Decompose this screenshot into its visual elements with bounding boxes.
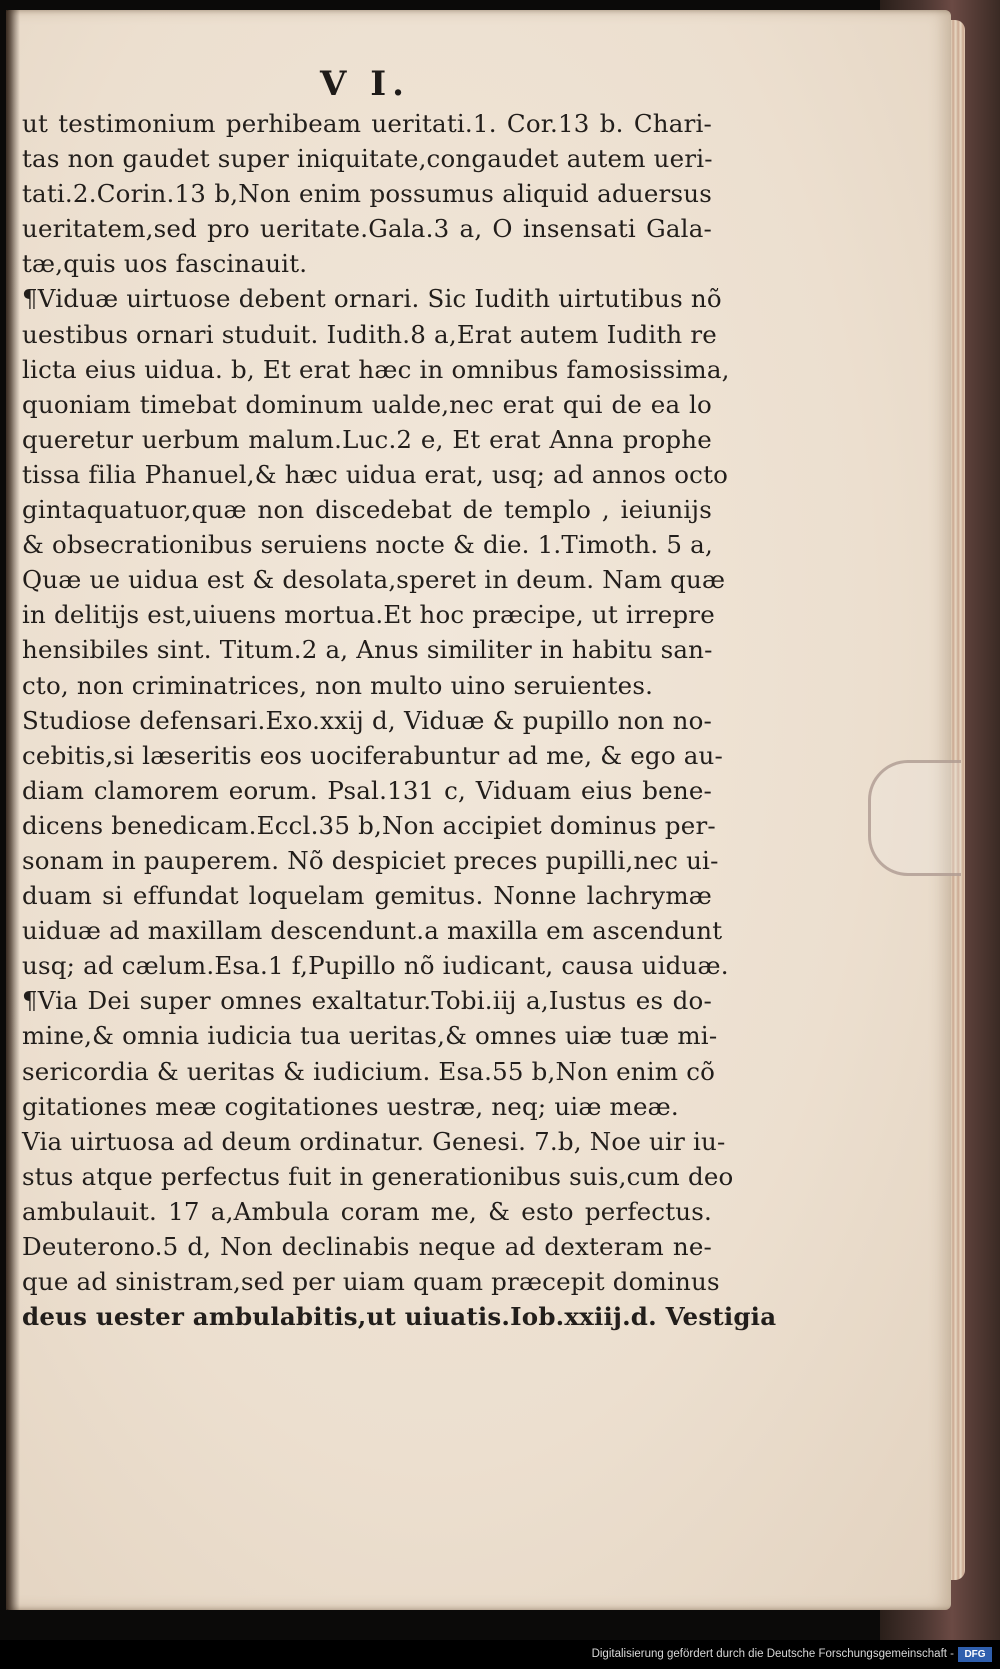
text-line: tissa filia Phanuel,& hæc uidua erat, usq; ad annos octo bbox=[22, 459, 729, 489]
text-line: tas non gaudet super iniquitate,congaudet autem ueri- bbox=[22, 144, 713, 174]
text-line: cto, non criminatrices, non multo uino seruientes. bbox=[22, 670, 654, 700]
text-line: gitationes meæ cogitationes uestræ, neq; uiæ meæ. bbox=[22, 1091, 679, 1121]
dfg-logo: DFG bbox=[958, 1647, 992, 1662]
text-line: stus atque perfectus fuit in generationibus suis,cum deo bbox=[22, 1161, 734, 1191]
credit-bar bbox=[0, 1640, 1000, 1669]
text-line: uiduæ ad maxillam descendunt.a maxilla em ascendunt bbox=[22, 916, 723, 946]
body-text bbox=[22, 106, 777, 1334]
text-line: sonam in pauperem. Nõ despiciet preces pupilli,nec ui- bbox=[22, 845, 719, 875]
text-line: Studiose defensari.Exo.xxij d, Viduæ & pupillo non no- bbox=[22, 705, 712, 735]
text-line: que ad sinistram,sed per uiam quam præcepit dominus bbox=[22, 1267, 720, 1297]
page-holder-clip bbox=[868, 760, 961, 876]
text-line: tæ,quis uos fascinauit. bbox=[22, 249, 308, 279]
text-line: ueritatem,sed pro ueritate.Gala.3 a, O insensati Gala- bbox=[22, 214, 712, 244]
signature-mark: V I. bbox=[320, 64, 410, 104]
text-line: ambulauit. 17 a,Ambula coram me, & esto perfectus. bbox=[22, 1196, 712, 1226]
text-line: quoniam timebat dominum ualde,nec erat qui de ea lo bbox=[22, 389, 712, 419]
gutter-shadow bbox=[6, 10, 20, 1610]
text-line: ¶Viduæ uirtuose debent ornari. Sic Iudith uirtutibus nõ bbox=[22, 284, 722, 314]
text-line: ¶Via Dei super omnes exaltatur.Tobi.iij a,Iustus es do- bbox=[22, 986, 712, 1016]
text-line: deus uester ambulabitis,ut uiuatis.Iob.xxiij.d. Vestigia bbox=[22, 1302, 777, 1332]
text-line: Via uirtuosa ad deum ordinatur. Genesi. 7.b, Noe uir iu- bbox=[22, 1126, 726, 1156]
text-line: Quæ ue uidua est & desolata,speret in deum. Nam quæ bbox=[22, 565, 726, 595]
text-line: tati.2.Corin.13 b,Non enim possumus aliquid aduersus bbox=[22, 179, 712, 209]
text-line: hensibiles sint. Titum.2 a, Anus similiter in habitu san- bbox=[22, 635, 713, 665]
funding-credit: Digitalisierung gefördert durch die Deutsche Forschungsgemeinschaft - bbox=[591, 1648, 954, 1660]
text-line: ut testimonium perhibeam ueritati.1. Cor.13 b. Chari- bbox=[22, 109, 712, 138]
text-line: uestibus ornari studuit. Iudith.8 a,Erat autem Iudith re bbox=[22, 319, 717, 349]
text-line: usq; ad cælum.Esa.1 f,Pupillo nõ iudicant, causa uiduæ. bbox=[22, 951, 729, 981]
text-line: sericordia & ueritas & iudicium. Esa.55 b,Non enim cõ bbox=[22, 1056, 716, 1086]
text-line: & obsecrationibus seruiens nocte & die. 1.Timoth. 5 a, bbox=[22, 530, 713, 560]
text-line: diam clamorem eorum. Psal.131 c, Viduam eius bene- bbox=[22, 775, 712, 805]
text-line: queretur uerbum malum.Luc.2 e, Et erat Anna prophe bbox=[22, 424, 712, 454]
text-line: cebitis,si læseritis eos uociferabuntur ad me, & ego au- bbox=[22, 740, 724, 770]
text-line: in delitijs est,uiuens mortua.Et hoc præcipe, ut irrepre bbox=[22, 600, 715, 630]
text-line: dicens benedicam.Eccl.35 b,Non accipiet dominus per- bbox=[22, 810, 716, 840]
text-line: gintaquatuor,quæ non discedebat de templo , ieiunijs bbox=[22, 495, 712, 525]
text-line: duam si effundat loquelam gemitus. Nonne lachrymæ bbox=[22, 881, 712, 911]
text-line: licta eius uidua. b, Et erat hæc in omnibus famosissima, bbox=[22, 354, 730, 384]
text-line: mine,& omnia iudicia tua ueritas,& omnes uiæ tuæ mi- bbox=[22, 1021, 718, 1051]
text-line: Deuterono.5 d, Non declinabis neque ad dexteram ne- bbox=[22, 1232, 712, 1261]
